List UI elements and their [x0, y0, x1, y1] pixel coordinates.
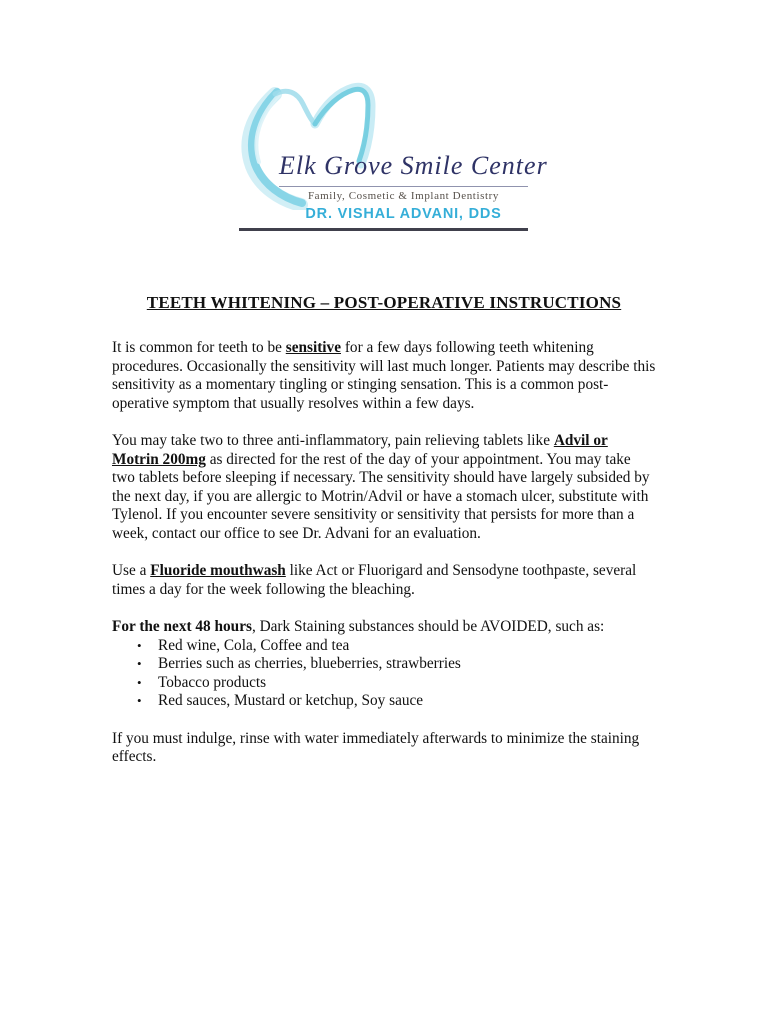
- list-item: • Berries such as cherries, blueberries, strawberries: [112, 655, 657, 674]
- paragraph: [112, 730, 657, 767]
- paragraph: [112, 339, 657, 413]
- text-run: You may take two to three anti-inflammatory, pain relieving tablets like: [112, 432, 554, 449]
- clinic-doctor-name: DR. VISHAL ADVANI, DDS: [305, 206, 502, 222]
- text-run: For the next 48 hours: [112, 618, 252, 635]
- text-run: Fluoride mouthwash: [150, 562, 286, 579]
- text-run: Use a: [112, 562, 151, 579]
- text-run: for a few days following teeth whitening procedures. Occasionally the sensitivity will last much longer. Patients may describe this sensitivity as a momentary tingling or stinging sensation. This is a common post-operative symptom that usually resolves within a few days.: [112, 339, 656, 412]
- text-run: It is common for teeth to be: [112, 339, 286, 356]
- list-item: • Red wine, Cola, Coffee and tea: [112, 637, 657, 656]
- text-run: Advil or Motrin 200mg: [112, 432, 608, 468]
- document-title: TEETH WHITENING – POST-OPERATIVE INSTRUCTIONS: [146, 293, 622, 312]
- document-body: [112, 339, 657, 786]
- paragraph: [112, 562, 657, 599]
- paragraph: [112, 432, 657, 543]
- text-run: sensitive: [285, 339, 341, 356]
- text-run: , Dark Staining substances should be AVOIDED, such as:: [251, 618, 605, 635]
- list-item: • Red sauces, Mustard or ketchup, Soy sauce: [112, 692, 657, 711]
- bullet-list: [112, 637, 657, 711]
- clinic-logo: [239, 84, 548, 231]
- clinic-tagline: Family, Cosmetic & Implant Dentistry: [307, 190, 500, 202]
- list-item: • Tobacco products: [112, 674, 657, 693]
- text-run: like Act or Fluorigard and Sensodyne toothpaste, several times a day for the week following the bleaching.: [112, 562, 637, 598]
- text-run: as directed for the rest of the day of your appointment. You may take two tablets before sleeping if necessary. The sensitivity should have largely subsided by the next day, if you are allergic to Motrin/Advil or have a stomach ulcer, substitute with Tylenol. If you encounter severe sensitivity or sensitivity that persists for more than a week, contact our office to see Dr. Advani for an evaluation.: [112, 450, 650, 542]
- text-run: If you must indulge, rinse with water immediately afterwards to minimize the staining effects.: [112, 729, 640, 765]
- clinic-name: Elk Grove Smile Center: [279, 140, 528, 187]
- paragraph: [112, 618, 657, 637]
